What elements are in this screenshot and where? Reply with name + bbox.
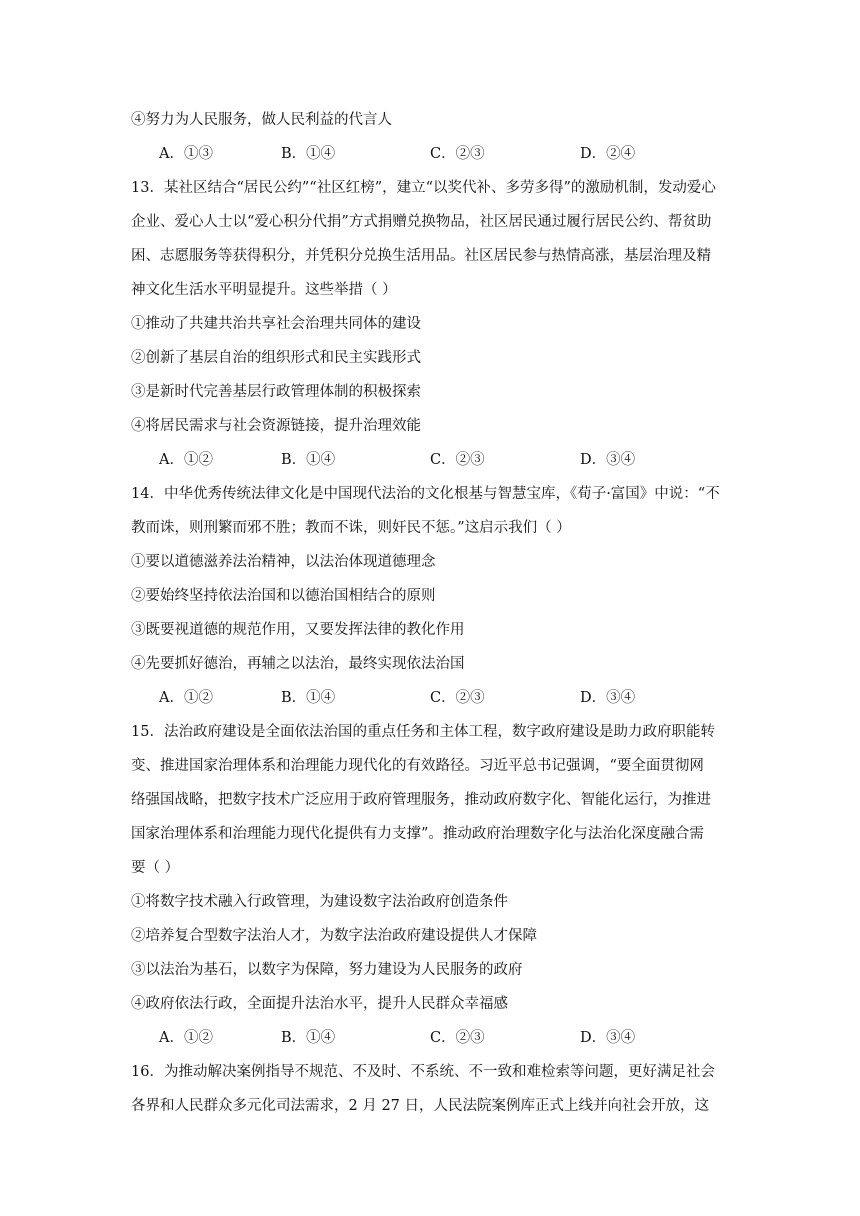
- q15-stem-line-5: 要（ ）: [131, 860, 180, 876]
- q12-option-d: D．②④: [580, 146, 636, 162]
- q13-option-d: D．③④: [580, 452, 636, 468]
- q15-item-2: ②培养复合型数字法治人才，为数字法治政府建设提供人才保障: [131, 928, 537, 944]
- q13-item-2: ②创新了基层自治的组织形式和民主实践形式: [131, 350, 421, 366]
- q13-item-4: ④将居民需求与社会资源链接，提升治理效能: [131, 418, 421, 434]
- q15-option-a: A．①②: [159, 1030, 213, 1046]
- q14-option-c: C．②③: [430, 690, 485, 706]
- q15-stem-line-1: 15．法治政府建设是全面依法治国的重点任务和主体工程，数字政府建设是助力政府职能转: [131, 724, 715, 740]
- q14-item-4: ④先要抓好德治，再辅之以法治，最终实现依法治国: [131, 656, 465, 672]
- q13-stem-line-3: 困、志愿服务等获得积分，并凭积分兑换生活用品。社区居民参与热情高涨，基层治理及精: [131, 248, 711, 264]
- q15-option-c: C．②③: [430, 1030, 485, 1046]
- q14-option-a: A．①②: [159, 690, 213, 706]
- q14-item-1: ①要以道德滋养法治精神，以法治体现道德理念: [131, 554, 436, 570]
- q13-option-b: B．①④: [281, 452, 336, 468]
- q16-stem-line-1: 16．为推动解决案例指导不规范、不及时、不系统、不一致和难检索等问题，更好满足社会: [131, 1064, 715, 1080]
- q15-stem-line-3: 络强国战略，把数字技术广泛应用于政府管理服务，推动政府数字化、智能化运行，为推进: [131, 792, 711, 808]
- q15-stem-line-2: 变、推进国家治理体系和治理能力现代化的有效路径。习近平总书记强调，“要全面贯彻网: [131, 758, 704, 774]
- q12-option-a: A．①③: [159, 146, 213, 162]
- q15-item-4: ④政府依法行政，全面提升法治水平，提升人民群众幸福感: [131, 996, 508, 1012]
- q14-item-3: ③既要视道德的规范作用，又要发挥法律的教化作用: [131, 622, 465, 638]
- q13-stem-line-1: 13．某社区结合“居民公约”“社区红榜”，建立“以奖代补、多劳多得”的激励机制，发动爱心: [131, 180, 716, 196]
- q13-stem-line-4: 神文化生活水平明显提升。这些举措（ ）: [131, 282, 397, 298]
- q13-item-1: ①推动了共建共治共享社会治理共同体的建设: [131, 316, 421, 332]
- q15-option-d: D．③④: [580, 1030, 636, 1046]
- q15-item-3: ③以法治为基石，以数字为保障，努力建设为人民服务的政府: [131, 962, 523, 978]
- q16-stem-line-2: 各界和人民群众多元化司法需求，2 月 27 日，人民法院案例库正式上线并向社会开放，这: [131, 1098, 709, 1114]
- q12-option-c: C．②③: [430, 146, 485, 162]
- q15-item-1: ①将数字技术融入行政管理，为建设数字法治政府创造条件: [131, 894, 508, 910]
- q14-stem-line-2: 教而诛，则刑繁而邪不胜；教而不诛，则奸民不惩。”这启示我们（ ）: [131, 520, 571, 536]
- q13-stem-line-2: 企业、爱心人士以“爱心积分代捐”方式捐赠兑换物品，社区居民通过履行居民公约、帮贫助: [131, 214, 712, 230]
- q13-item-3: ③是新时代完善基层行政管理体制的积极探索: [131, 384, 421, 400]
- q12-option-b: B．①④: [281, 146, 336, 162]
- q15-stem-line-4: 国家治理体系和治理能力现代化提供有力支撑”。推动政府治理数字化与法治化深度融合需: [131, 826, 704, 842]
- q14-option-b: B．①④: [281, 690, 336, 706]
- q15-option-b: B．①④: [281, 1030, 336, 1046]
- q13-option-a: A．①②: [159, 452, 213, 468]
- q14-option-d: D．③④: [580, 690, 636, 706]
- q14-stem-line-1: 14．中华优秀传统法律文化是中国现代法治的文化根基与智慧宝库，《荀子·富国》中说：“不: [131, 486, 720, 502]
- q12-item-4: ④努力为人民服务，做人民利益的代言人: [131, 112, 392, 128]
- q14-item-2: ②要始终坚持依法治国和以德治国相结合的原则: [131, 588, 436, 604]
- q13-option-c: C．②③: [430, 452, 485, 468]
